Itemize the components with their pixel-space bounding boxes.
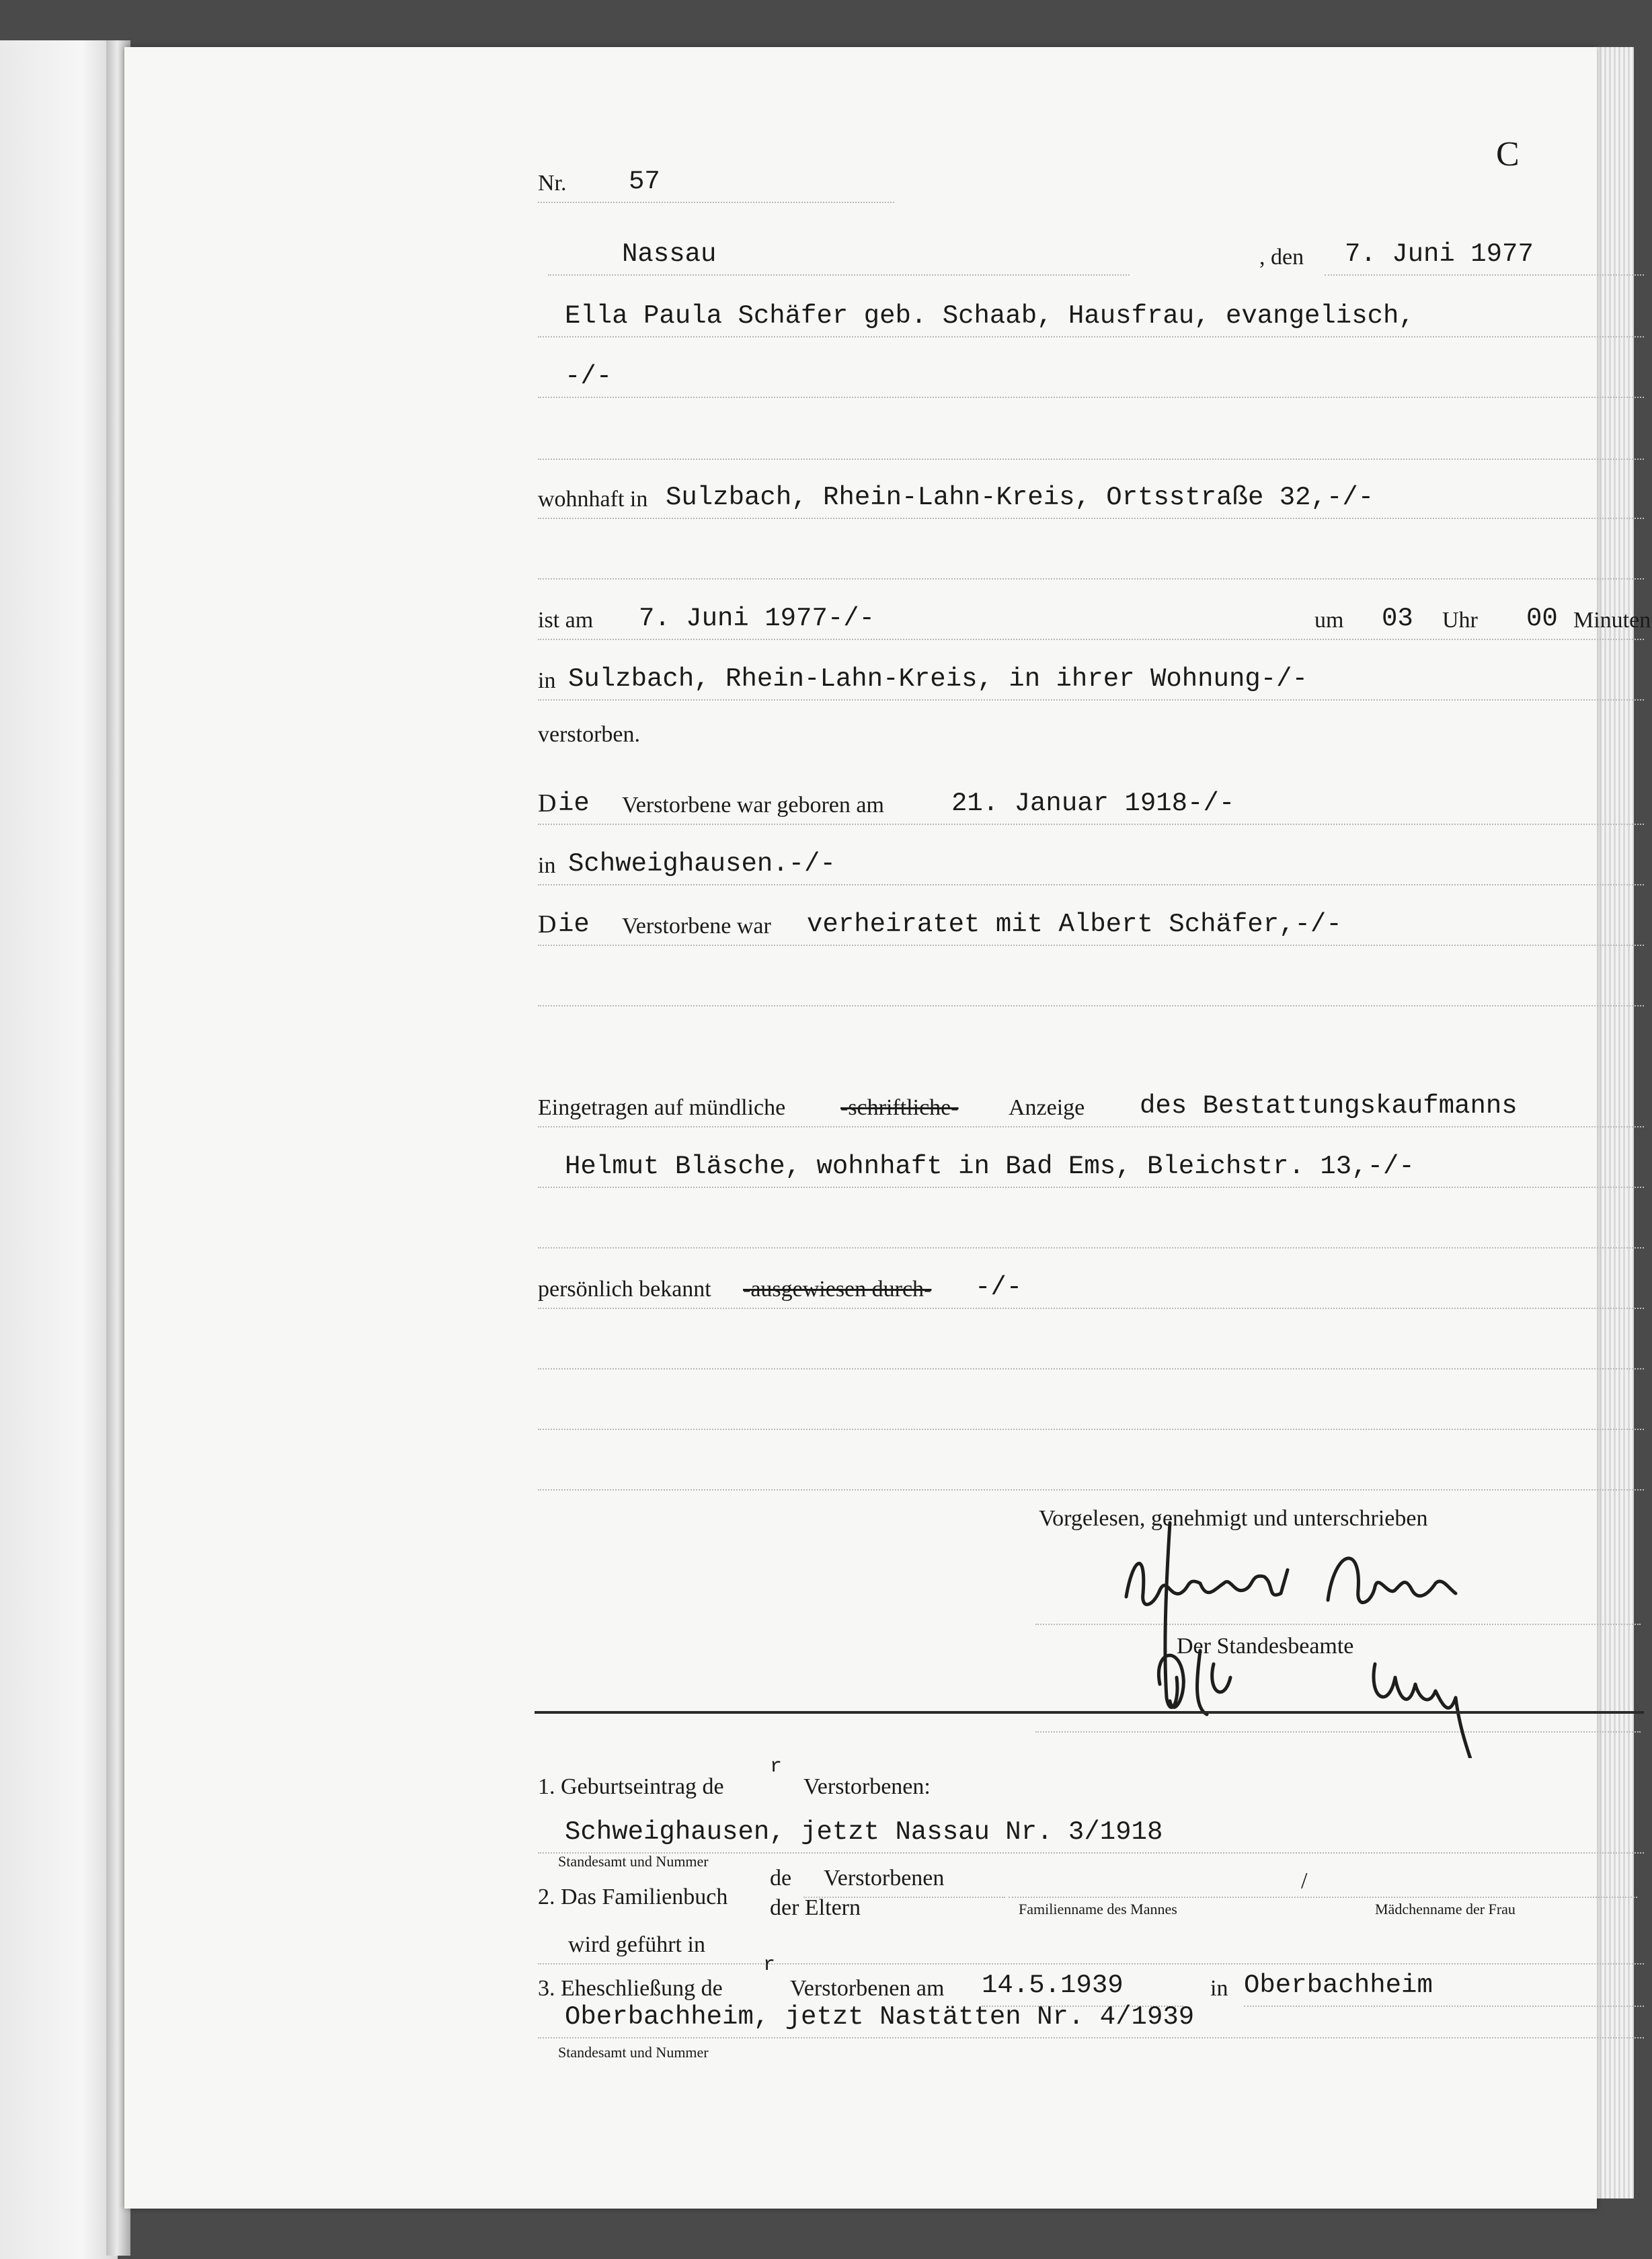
note3-caption: Standesamt und Nummer	[558, 2044, 709, 2061]
note3-suffix-letter: r	[763, 1954, 776, 1977]
declarant-row-2	[538, 350, 1644, 398]
death-date-label: ist am	[538, 608, 594, 633]
left-page	[0, 40, 118, 2259]
birth-place-row	[538, 837, 1644, 885]
um-label: um	[1314, 608, 1344, 633]
residence-label: wohnhaft in	[538, 487, 648, 512]
note1-suffix-letter: r	[770, 1755, 783, 1778]
notes-separator	[535, 1711, 1644, 1714]
note2-row	[538, 1866, 1644, 1919]
uhr-label: Uhr	[1442, 608, 1478, 633]
registration-informant-role: des Bestattungskaufmanns	[1140, 1091, 1518, 1121]
declarant-row-1	[538, 289, 1644, 338]
note2-verstorbenen: Verstorbenen	[824, 1866, 945, 1891]
note3-date: 14.5.1939	[982, 1971, 1124, 2000]
registration-label-suffix: Anzeige	[1009, 1095, 1085, 1120]
approval-label: Vorgelesen, genehmigt und unterschrieben	[1039, 1506, 1428, 1531]
marital-article: ie	[558, 910, 590, 939]
note1-label: 1. Geburtseintrag de	[538, 1774, 724, 1799]
birth-d-label: D	[538, 789, 557, 818]
note1-value-row	[538, 1805, 1644, 1854]
blank-row	[538, 958, 1644, 1006]
known-value: -/-	[975, 1273, 1023, 1302]
known-struck-text: -ausgewiesen durch-	[743, 1277, 932, 1302]
death-minute: 00	[1526, 604, 1558, 633]
minuten-label: Minuten	[1573, 608, 1651, 633]
note1-value: Schweighausen, jetzt Nassau Nr. 3/1918	[565, 1817, 1163, 1847]
birth-in-label: in	[538, 853, 556, 878]
note3-in: in	[1210, 1976, 1228, 2001]
note2-label: 2. Das Familienbuch	[538, 1885, 728, 1909]
registration-struck-text: -schriftliche-	[840, 1095, 959, 1120]
note3-label: 3. Eheschließung de	[538, 1976, 723, 2001]
corner-letter: C	[1496, 135, 1520, 173]
blank-row	[538, 1200, 1644, 1249]
declarant-text: Ella Paula Schäfer geb. Schaab, Hausfrau, evangelisch,	[565, 301, 1415, 331]
registration-row	[538, 1079, 1644, 1127]
place-date-row	[538, 229, 1644, 276]
marital-status: verheiratet mit Albert Schäfer,-/-	[807, 910, 1342, 939]
declarant-continuation: -/-	[565, 362, 613, 391]
note2-slash: /	[1301, 1868, 1308, 1893]
death-date: 7. Juni 1977-/-	[639, 604, 875, 633]
registration-label-prefix: Eingetragen auf mündliche	[538, 1095, 786, 1120]
note2-caption-husband: Familienname des Mannes	[1019, 1901, 1177, 1917]
note1-caption: Standesamt und Nummer	[558, 1853, 709, 1870]
birth-label: Verstorbene war geboren am	[622, 793, 884, 818]
spacer-row	[538, 1019, 1644, 1066]
entry-number-row	[538, 161, 894, 203]
blank-row	[538, 531, 1644, 580]
note1-header	[538, 1755, 1644, 1805]
note2-kept-in-label: wird geführt in	[568, 1932, 705, 1957]
registrar-label: Der Standesbeamte	[1177, 1634, 1354, 1659]
note3-mid: Verstorbenen am	[790, 1976, 945, 2001]
residence-row	[538, 471, 1644, 519]
birth-date: 21. Januar 1918-/-	[951, 789, 1235, 818]
birth-article: ie	[558, 789, 590, 818]
known-label: persönlich bekannt	[538, 1277, 711, 1302]
blank-row	[538, 1382, 1644, 1430]
birth-row	[538, 777, 1644, 825]
marital-row	[538, 898, 1644, 946]
identification-row	[538, 1261, 1644, 1309]
blank-row	[538, 411, 1644, 460]
registry-place: Nassau	[622, 239, 717, 269]
death-in-label: in	[538, 668, 556, 693]
blank-row	[538, 1321, 1644, 1370]
informant-row	[538, 1140, 1644, 1188]
birth-place: Schweighausen.-/-	[568, 849, 836, 879]
note3-value: Oberbachheim, jetzt Nastätten Nr. 4/1939	[565, 2002, 1195, 2032]
den-label: , den	[1259, 245, 1304, 270]
entry-number: 57	[629, 167, 660, 196]
nr-label: Nr.	[538, 171, 567, 196]
note3-value-row	[538, 1990, 1644, 2038]
note2-de: de	[770, 1866, 792, 1891]
register-content	[124, 0, 1651, 2256]
marital-d-label: D	[538, 910, 557, 939]
note2-location-row	[538, 1923, 1644, 1965]
death-place: Sulzbach, Rhein-Lahn-Kreis, in ihrer Wohnung-/-	[568, 664, 1308, 694]
marital-label: Verstorbene war	[622, 914, 771, 939]
informant-text: Helmut Bläsche, wohnhaft in Bad Ems, Bleichstr. 13,-/-	[565, 1152, 1415, 1181]
note1-suffix: Verstorbenen:	[803, 1774, 931, 1799]
residence-value: Sulzbach, Rhein-Lahn-Kreis, Ortsstraße 32,-/-	[666, 483, 1374, 512]
note3-place: Oberbachheim	[1244, 1971, 1433, 2000]
death-date-row	[538, 592, 1651, 640]
death-place-row	[538, 652, 1644, 701]
verstorben-label: verstorben.	[538, 722, 641, 747]
note2-parents: der Eltern	[770, 1895, 861, 1920]
death-hour: 03	[1382, 604, 1413, 633]
handwritten-signatures-icon	[1106, 1476, 1617, 1758]
registry-date: 7. Juni 1977	[1345, 239, 1534, 269]
note2-caption-wife: Mädchenname der Frau	[1375, 1901, 1516, 1917]
